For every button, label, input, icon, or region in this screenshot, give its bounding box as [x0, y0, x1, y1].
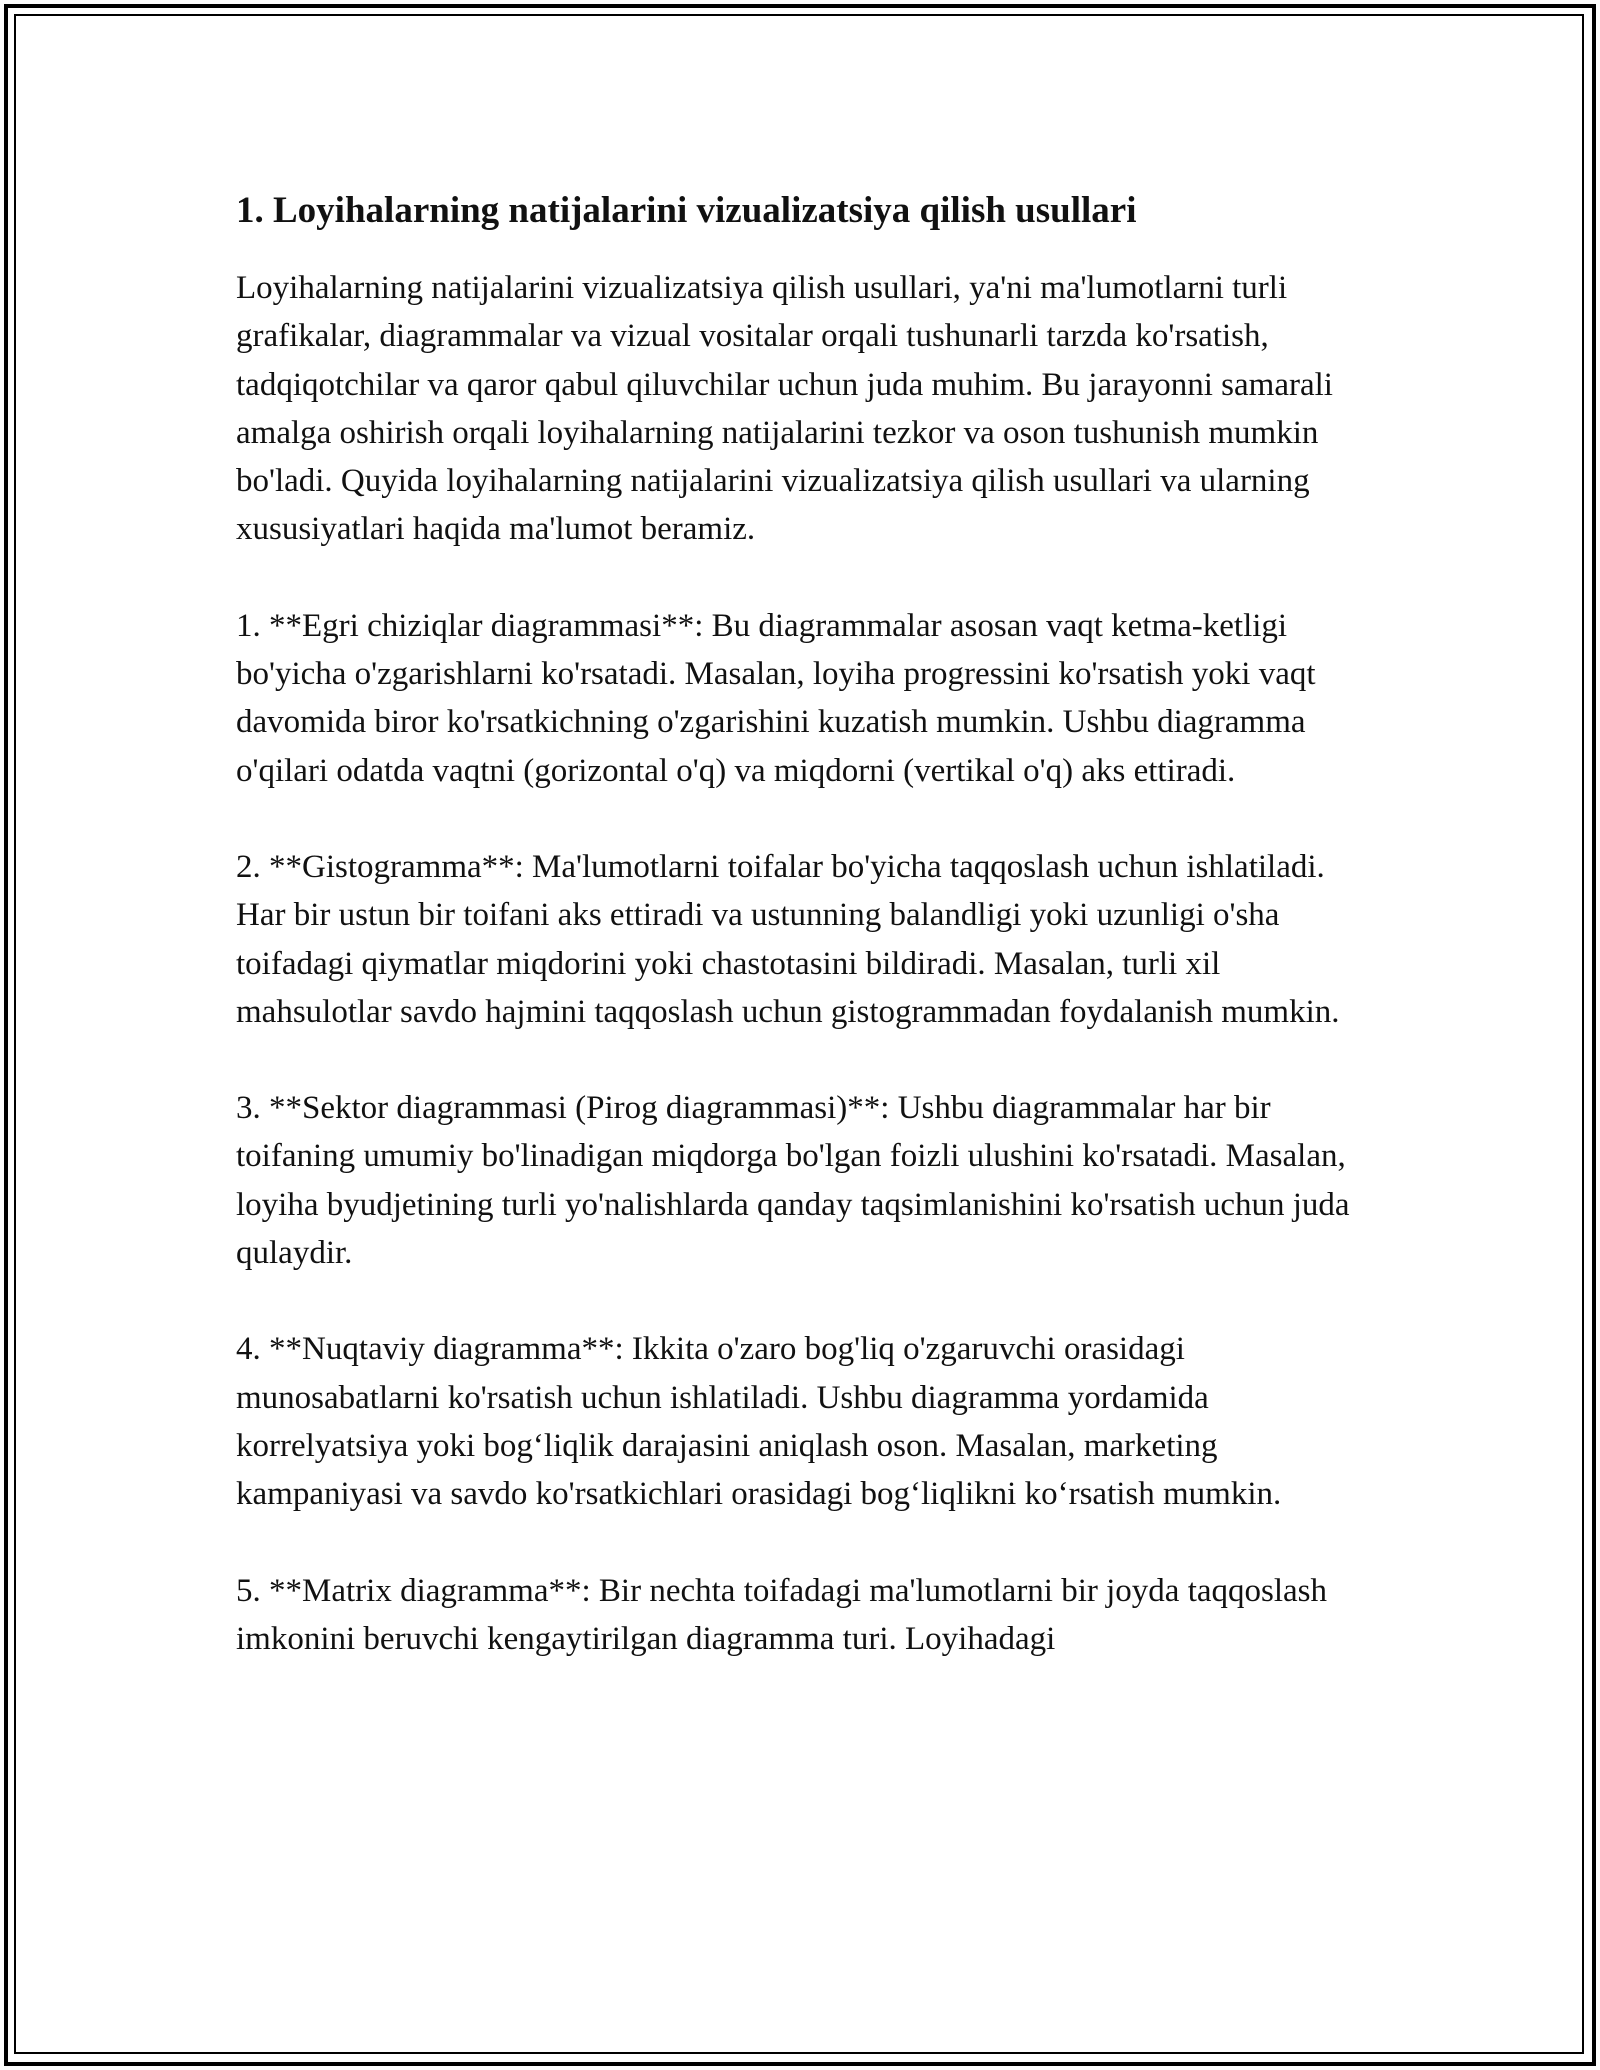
document-body: [236, 186, 1366, 1711]
list-item-line-chart: 1. **Egri chiziqlar diagrammasi**: Bu diagrammalar asosan vaqt ketma-ketligi bo'yicha o'zgarishlarni ko'rsatadi. Masalan, loyiha progressini ko'rsatish yoki vaqt davomida biror ko'rsatkichning o'zgarishini kuzatish mumkin. Ushbu diagramma o'qilari odatda vaqtni (gorizontal o'q) va miqdorni (vertikal o'q) aks ettiradi.: [236, 607, 1316, 789]
list-item-scatter-plot: 4. **Nuqtaviy diagramma**: Ikkita o'zaro bog'liq o'zgaruvchi orasidagi munosabatlarni ko'rsatish uchun ishlatiladi. Ushbu diagramma yordamida korrelyatsiya yoki bog‘liqlik darajasini aniqlash oson. Masalan, marketing kampaniyasi va savdo ko'rsatkichlari orasidagi bog‘liqlikni ko‘rsatish mumkin.: [236, 1331, 1282, 1513]
list-item-pie-chart: 3. **Sektor diagrammasi (Pirog diagrammasi)**: Ushbu diagrammalar har bir toifaning umumiy bo'linadigan miqdorga bo'lgan foizli ulushini ko'rsatadi. Masalan, loyiha byudjetining turli yo'nalishlarda qanday taqsimlanishini ko'rsatish uchun juda qulaydir.: [236, 1090, 1350, 1272]
section-heading: 1. Loyihalarning natijalarini vizualizatsiya qilish usullari: [236, 190, 1137, 231]
intro-paragraph: Loyihalarning natijalarini vizualizatsiya qilish usullari, ya'ni ma'lumotlarni turli grafikalar, diagrammalar va vizual vositalar orqali tushunarli tarzda ko'rsatish, tadqiqotchilar va qaror qabul qiluvchilar uchun juda muhim. Bu jarayonni samarali amalga oshirish orqali loyihalarning natijalarini tezkor va oson tushunish mumkin bo'ladi. Quyida loyihalarning natijalarini vizualizatsiya qilish usullari va ularning xususiyatlari haqida ma'lumot beramiz.: [236, 270, 1333, 548]
list-item-histogram: 2. **Gistogramma**: Ma'lumotlarni toifalar bo'yicha taqqoslash uchun ishlatiladi. Har bir ustun bir toifani aks ettiradi va ustunning balandligi yoki uzunligi o'sha toifadagi qiymatlar miqdorini yoki chastotasini bildiradi. Masalan, turli xil mahsulotlar savdo hajmini taqqoslash uchun gistogrammadan foydalanish mumkin.: [236, 848, 1340, 1030]
list-item-matrix-diagram: 5. **Matrix diagramma**: Bir nechta toifadagi ma'lumotlarni bir joyda taqqoslash imkonini beruvchi kengaytirilgan diagramma turi. Loyihadagi: [236, 1572, 1328, 1657]
